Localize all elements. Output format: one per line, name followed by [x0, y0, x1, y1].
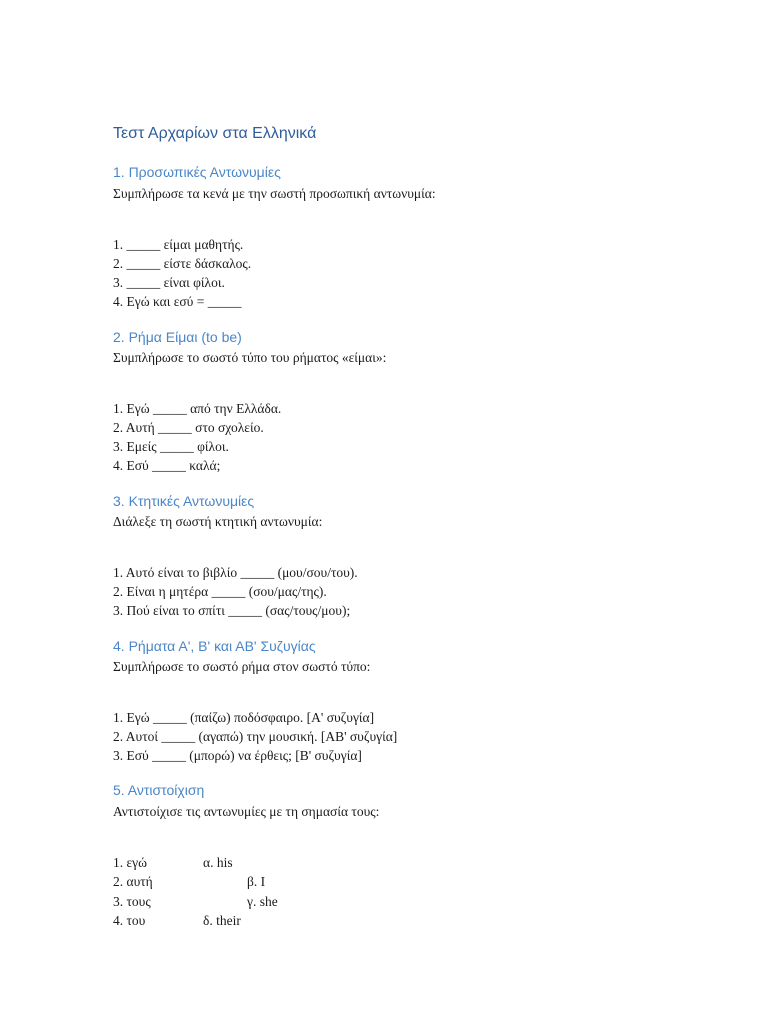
section-4-instruction: Συμπλήρωσε το σωστό ρήμα στον σωστό τύπο:: [113, 659, 371, 674]
section-1-instruction: Συμπλήρωσε τα κενά με την σωστή προσωπική αντωνυμία:: [113, 186, 436, 201]
section-4-heading: 4. Ρήματα Α', Β' και ΑΒ' Συζυγίας: [113, 638, 316, 654]
section-2-item-1: 1. Εγώ _____ από την Ελλάδα.: [113, 401, 282, 416]
match-right-4: δ. their: [203, 913, 241, 928]
match-right-1: α. his: [203, 855, 233, 870]
section-2-item-3: 3. Εμείς _____ φίλοι.: [113, 439, 229, 454]
section-1-item-4: 4. Εγώ και εσύ = _____: [113, 294, 242, 309]
match-right-3: γ. she: [247, 894, 278, 909]
section-2-heading: 2. Ρήμα Είμαι (to be): [113, 329, 242, 345]
match-left-2: 2. αυτή: [113, 874, 153, 889]
document-title: Τεστ Αρχαρίων στα Ελληνικά: [113, 125, 317, 142]
section-5-heading: 5. Αντιστοίχιση: [113, 782, 205, 798]
section-1-item-2: 2. _____ είστε δάσκαλος.: [113, 256, 252, 271]
match-right-2: β. I: [247, 874, 266, 889]
section-3-heading: 3. Κτητικές Αντωνυμίες: [113, 493, 255, 509]
match-left-3: 3. τους: [113, 894, 151, 909]
section-5-instruction: Αντιστοίχισε τις αντωνυμίες με τη σημασία τους:: [113, 804, 380, 819]
section-4-item-2: 2. Αυτοί _____ (αγαπώ) την μουσική. [ΑΒ' συζυγία]: [113, 729, 398, 744]
section-1-heading: 1. Προσωπικές Αντωνυμίες: [113, 164, 281, 180]
section-2-item-4: 4. Εσύ _____ καλά;: [113, 458, 221, 473]
section-3-item-3: 3. Πού είναι το σπίτι _____ (σας/τους/μου);: [113, 603, 351, 618]
section-4-item-3: 3. Εσύ _____ (μπορώ) να έρθεις; [Β' συζυγία]: [113, 748, 362, 763]
section-1-item-3: 3. _____ είναι φίλοι.: [113, 275, 225, 290]
match-left-1: 1. εγώ: [113, 855, 148, 870]
match-left-4: 4. του: [113, 913, 146, 928]
section-3-item-2: 2. Είναι η μητέρα _____ (σου/μας/της).: [113, 584, 327, 599]
section-3-instruction: Διάλεξε τη σωστή κτητική αντωνυμία:: [113, 514, 323, 529]
section-2-instruction: Συμπλήρωσε το σωστό τύπο του ρήματος «είμαι»:: [113, 350, 387, 365]
section-4-item-1: 1. Εγώ _____ (παίζω) ποδόσφαιρο. [Α' συζυγία]: [113, 710, 375, 725]
section-3-item-1: 1. Αυτό είναι το βιβλίο _____ (μου/σου/του).: [113, 565, 358, 580]
section-1-item-1: 1. _____ είμαι μαθητής.: [113, 237, 244, 252]
section-2-item-2: 2. Αυτή _____ στο σχολείο.: [113, 420, 264, 435]
